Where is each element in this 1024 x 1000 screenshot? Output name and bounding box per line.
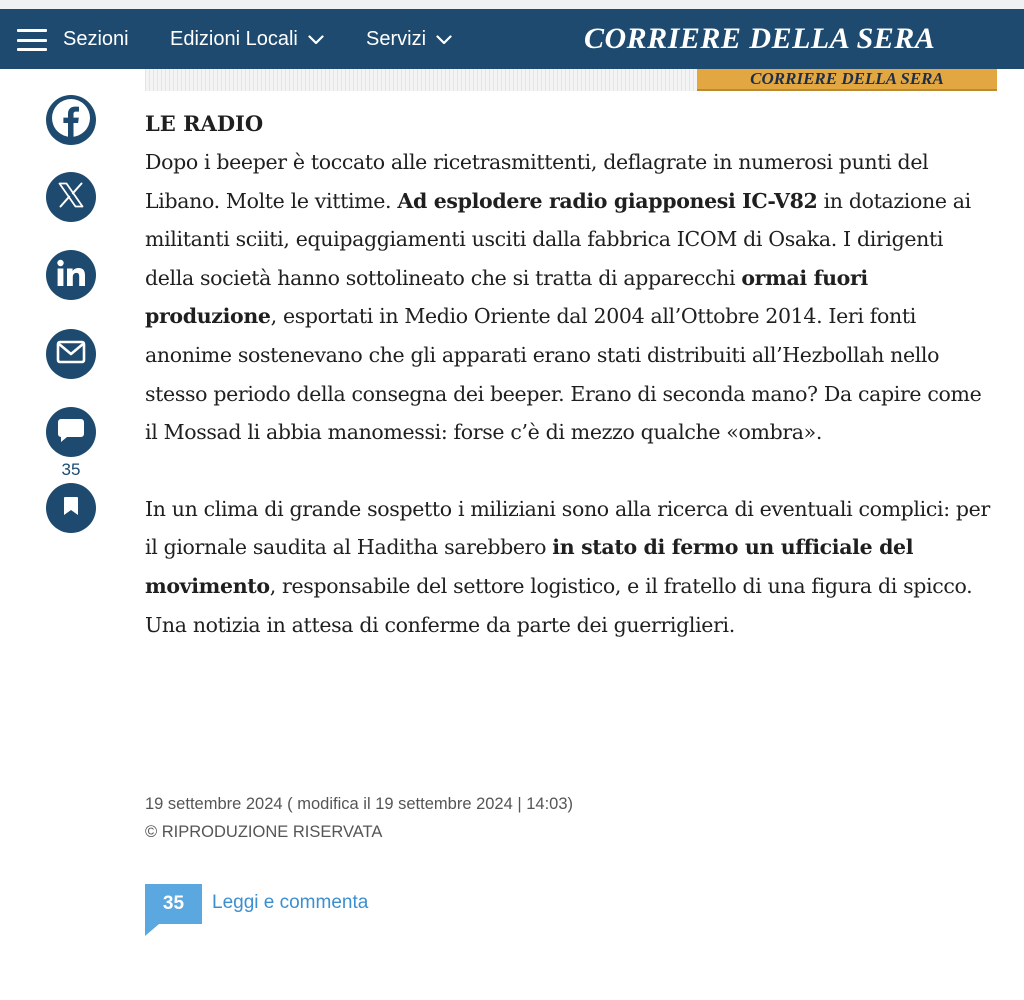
article-meta <box>145 790 573 846</box>
envelope-icon <box>56 340 86 368</box>
x-share-button[interactable] <box>46 172 96 222</box>
article-paragraph-2 <box>145 490 995 644</box>
chevron-down-icon <box>436 28 452 51</box>
comment-count: 35 <box>61 460 81 479</box>
email-share-button[interactable] <box>46 329 96 379</box>
corriere-logo[interactable]: CORRIERE DELLA SERA <box>584 22 936 55</box>
comment-badge-tail <box>145 924 159 936</box>
section-title: LE RADIO <box>145 111 264 136</box>
comments-share-button[interactable] <box>46 407 96 457</box>
bookmark-button[interactable] <box>46 483 96 533</box>
local-editions-menu[interactable] <box>170 9 324 69</box>
article-body <box>145 105 995 644</box>
bold-text: Ad esplodere radio giapponesi IC-V82 <box>397 188 818 213</box>
linkedin-share-button[interactable] <box>46 250 96 300</box>
text-segment: , esportati in Medio Oriente dal 2004 all’Ottobre 2014. Ieri fonti anonime sostenevano che gli apparati erano stati distribuiti all’Hezbollah nello stesso periodo della consegna dei beeper. Erano di seconda mano? Da capire come il Mossad li abbia manomessi: forse c’è di mezzo qualche «ombra». <box>145 304 982 445</box>
text-segment: , responsabile del settore logistico, e il fratello di una figura di spicco. Una notizia in attesa di conferme da parte dei guerriglieri. <box>145 573 973 637</box>
text-segment: In un clima di grande sospetto i miliziani sono alla ricerca di eventuali complici: per il giornale saudita al Haditha sarebbero <box>145 496 990 560</box>
bold-text: in stato di fermo un ufficiale del movimento <box>145 535 914 598</box>
bold-text: ormai fuori produzione <box>145 265 868 329</box>
chevron-down-icon <box>308 28 324 51</box>
top-navigation-bar <box>0 9 1024 69</box>
hamburger-icon <box>17 29 47 51</box>
x-logo-icon <box>57 181 85 213</box>
read-and-comment-link[interactable]: Leggi e commenta <box>212 892 369 913</box>
comment-count-badge[interactable]: 35 <box>145 884 202 924</box>
local-editions-label: Edizioni Locali <box>170 27 298 50</box>
bookmark-icon <box>63 496 79 520</box>
text-segment: Dopo i beeper è toccato alle ricetrasmittenti, deflagrate in numerosi punti del Libano. Molte le vittime. <box>145 150 929 213</box>
browser-top-strip <box>0 0 1024 9</box>
facebook-share-button[interactable] <box>46 95 96 145</box>
copyright-notice: © RIPRODUZIONE RISERVATA <box>145 823 383 841</box>
text-segment: in dotazione ai militanti sciiti, equipaggiamenti usciti dalla fabbrica ICOM di Osaka. I dirigenti della società hanno sottolineato che si tratta di apparecchi <box>145 188 971 290</box>
services-label: Servizi <box>366 27 427 50</box>
banner-strip <box>145 69 697 91</box>
services-menu[interactable] <box>366 9 452 69</box>
facebook-icon <box>46 93 96 147</box>
sections-menu-button[interactable] <box>17 9 129 69</box>
speech-bubble-icon <box>57 416 85 448</box>
sections-label: Sezioni <box>63 27 129 50</box>
publication-date: 19 settembre 2024 ( modifica il 19 settembre 2024 | 14:03) <box>145 795 574 813</box>
linkedin-icon <box>56 259 86 291</box>
article-paragraph-1 <box>145 143 995 452</box>
banner-logo[interactable]: CORRIERE DELLA SERA <box>697 69 997 91</box>
